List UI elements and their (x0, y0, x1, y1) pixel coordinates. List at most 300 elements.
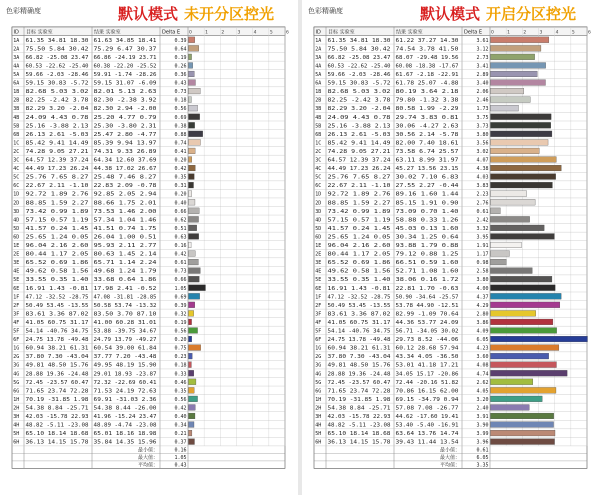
target-lab: 33.55 0.35 1.40 (327, 277, 391, 284)
delta-e-value: 1.05 (174, 285, 187, 292)
target-lab: 49.81 48.50 15.76 (327, 362, 391, 369)
delta-e-value: 0.69 (174, 114, 187, 121)
result-lab: 69.91 -31.03 2.36 (93, 396, 157, 403)
patch-id: 4B (315, 114, 322, 121)
delta-e-value: 3.99 (476, 431, 489, 438)
delta-e-bar (491, 362, 557, 368)
result-lab: 25.47 2.80 -4.77 (93, 131, 157, 138)
stat-label: 最大值： (439, 455, 460, 461)
delta-e-bar (491, 54, 535, 60)
patch-id: 6F (315, 337, 322, 344)
target-lab: 60.53 -22.62 -25.40 (25, 63, 89, 70)
patch-id: 6A (13, 80, 20, 87)
stat-label: 最小值： (137, 447, 158, 454)
delta-e-bar (189, 199, 195, 205)
delta-e-bar (189, 439, 195, 445)
delta-e-bar (189, 285, 206, 291)
target-lab: 92.72 1.89 2.76 (25, 191, 89, 198)
delta-e-bar (491, 208, 501, 214)
stat-label: 平均值： (137, 462, 158, 469)
target-lab: 36.13 14.15 15.78 (327, 439, 391, 446)
delta-e-value: 0.43 (174, 80, 187, 87)
delta-e-value: 2.46 (476, 97, 489, 104)
delta-e-bar (189, 234, 199, 240)
delta-e-bar (189, 302, 195, 308)
target-lab: 59.15 30.83 -5.72 (25, 80, 89, 87)
patch-id: 2H (13, 405, 20, 412)
patch-id: 6H (315, 439, 322, 446)
target-lab: 74.28 9.05 27.21 (327, 148, 391, 155)
patch-id: 4A (315, 63, 322, 70)
patch-id: 5F (315, 328, 322, 335)
delta-e-value: 0.16 (174, 243, 187, 249)
target-lab: 82.68 5.03 3.02 (25, 89, 89, 96)
column-header: Delta E (464, 29, 483, 36)
result-lab: 83.50 3.70 87.10 (93, 311, 157, 318)
result-lab: 73.09 0.70 1.40 (395, 208, 459, 215)
delta-e-bar (491, 157, 557, 163)
patch-id: 4C (315, 166, 322, 173)
result-lab: 82.30 2.94 -2.00 (93, 106, 157, 113)
stat-label: 最大值： (137, 455, 158, 461)
delta-e-bar (189, 216, 199, 222)
delta-e-bar (189, 379, 196, 385)
delta-e-bar (189, 328, 198, 334)
result-lab: 71.53 24.19 72.63 (93, 388, 157, 395)
delta-e-value: 0.18 (174, 362, 187, 369)
section-header: 色彩精确度 (6, 7, 41, 15)
result-lab: 38.06 0.16 1.72 (395, 277, 459, 284)
delta-e-value: 3.02 (476, 148, 489, 155)
delta-e-bar (491, 413, 554, 419)
patch-id: 5G (13, 379, 20, 386)
delta-e-value: 3.90 (476, 422, 489, 429)
result-lab: 59.91 -1.74 -28.26 (93, 72, 157, 78)
target-lab: 28.88 19.36 -24.48 (327, 371, 391, 378)
result-lab: 74.54 3.78 41.50 (395, 46, 459, 53)
patch-id: 6H (13, 439, 20, 446)
axis-tick-label: 5 (269, 30, 273, 36)
target-lab: 65.52 0.69 1.86 (327, 260, 391, 267)
patch-id: 5D (315, 225, 322, 232)
result-lab: 44.62 -17.60 19.41 (395, 414, 459, 420)
patch-id: 5B (315, 123, 322, 130)
delta-e-value: 0.88 (174, 131, 187, 138)
result-lab: 29.73 8.52 -44.06 (395, 337, 459, 344)
patch-id: 4H (13, 422, 20, 429)
patch-id: 1E (315, 243, 322, 249)
target-lab: 22.67 2.11 -1.10 (327, 183, 391, 190)
delta-e-bar (491, 225, 545, 231)
delta-e-value: 0.73 (174, 268, 187, 275)
column-header: ID (315, 29, 321, 36)
target-lab: 82.25 -2.42 3.78 (25, 97, 89, 104)
delta-e-bar (491, 37, 549, 43)
delta-e-bar (491, 328, 557, 334)
patch-id: 6A (315, 80, 322, 87)
delta-e-bar (189, 413, 195, 419)
target-lab: 60.94 38.21 61.31 (327, 345, 391, 352)
patch-id: 3B (13, 106, 20, 113)
target-lab: 33.55 0.35 1.40 (25, 277, 89, 284)
panel-default-dimming-on (302, 0, 600, 495)
patch-id: 1D (13, 191, 20, 198)
delta-e-value: 0.42 (174, 166, 187, 173)
delta-e-bar (189, 114, 200, 120)
result-lab: 50.90 -34.64 -25.57 (395, 294, 459, 301)
result-lab: 82.00 7.40 18.61 (395, 140, 459, 147)
delta-e-bar (491, 251, 510, 257)
delta-e-value: 0.66 (174, 277, 187, 284)
result-lab: 95.93 2.11 2.77 (93, 243, 157, 249)
delta-e-value: 2.42 (476, 217, 489, 224)
result-lab: 79.80 -1.32 3.38 (395, 97, 459, 104)
title-mode: 默认模式 (118, 5, 179, 23)
target-lab: 66.82 -25.08 23.47 (25, 54, 89, 61)
delta-e-value: 0.62 (174, 217, 187, 224)
target-lab: 25.16 -3.88 2.13 (327, 123, 391, 130)
delta-e-bar (189, 370, 194, 376)
patch-id: 2D (315, 200, 322, 207)
delta-e-value: 2.58 (476, 268, 489, 275)
result-lab: 60.12 28.68 57.94 (395, 345, 459, 352)
result-lab: 57.08 7.08 -26.77 (395, 405, 459, 412)
delta-e-value: 0.51 (174, 225, 187, 232)
target-lab: 60.53 -22.62 -25.40 (327, 63, 391, 70)
delta-e-value: 0.66 (174, 208, 187, 215)
delta-e-value: 3.91 (476, 414, 489, 420)
patch-id: 3G (315, 362, 322, 369)
axis-tick-label: 4 (555, 30, 559, 36)
patch-id: 5E (13, 277, 20, 284)
axis-tick-label: 5 (571, 30, 575, 36)
result-lab: 68.07 -29.48 19.56 (395, 54, 459, 61)
delta-e-value: 0.35 (174, 174, 187, 181)
delta-e-value: 3.56 (476, 140, 489, 147)
delta-e-value: 0.40 (174, 414, 187, 420)
delta-e-bar (491, 268, 533, 274)
patch-id: 6B (13, 131, 20, 138)
target-lab: 65.52 0.69 1.86 (25, 260, 89, 267)
target-lab: 64.57 12.39 37.24 (327, 157, 391, 164)
patch-id: 4F (13, 319, 20, 326)
delta-e-bar (491, 199, 536, 205)
target-lab: 48.82 -5.11 -23.08 (25, 422, 89, 429)
target-lab: 72.45 -23.57 60.47 (25, 379, 89, 386)
patch-id: 3B (315, 106, 322, 113)
target-lab: 80.44 1.17 2.05 (25, 251, 89, 258)
delta-e-value: 0.69 (174, 294, 187, 301)
patch-id: 1B (315, 89, 322, 96)
delta-e-bar (491, 311, 536, 317)
delta-e-table-left (0, 0, 298, 495)
delta-e-bar (189, 319, 192, 325)
target-lab: 75.50 5.84 30.42 (327, 46, 391, 53)
patch-id: 6C (315, 183, 322, 190)
patch-id: 3D (13, 208, 20, 215)
delta-e-bar (491, 396, 543, 402)
target-lab: 54.38 8.84 -25.71 (25, 405, 89, 412)
result-lab: 41.51 0.74 1.75 (93, 225, 157, 232)
patch-id: 2A (13, 46, 20, 53)
delta-e-value: 0.56 (174, 396, 187, 403)
delta-e-bar (491, 302, 560, 308)
delta-e-value: 2.76 (476, 200, 489, 207)
axis-tick-label: 3 (539, 30, 543, 36)
delta-e-bar (189, 148, 196, 154)
delta-e-value: 0.20 (174, 337, 187, 344)
patch-id: 4D (315, 217, 322, 224)
delta-e-value: 4.03 (476, 174, 489, 181)
delta-e-bar (189, 122, 195, 128)
result-lab: 43.34 4.05 -36.50 (395, 354, 459, 361)
result-lab: 63.64 13.76 14.74 (395, 431, 459, 438)
patch-id: 1F (315, 294, 322, 301)
patch-id: 1H (13, 396, 20, 403)
delta-e-value: 0.74 (174, 140, 187, 147)
delta-e-bar (189, 345, 201, 351)
delta-e-value: 0.63 (174, 234, 187, 241)
result-lab: 74.31 9.33 26.89 (93, 148, 157, 155)
delta-e-bar (491, 71, 538, 77)
patch-id: 5E (315, 277, 322, 284)
stat-value: 0.43 (174, 462, 187, 469)
patch-id: 5F (13, 328, 20, 335)
result-lab: 47.08 -31.81 -28.85 (93, 294, 157, 301)
delta-e-bar (189, 97, 192, 103)
delta-e-value: 0.34 (174, 422, 187, 429)
delta-e-value: 0.61 (476, 208, 489, 215)
delta-e-value: 4.23 (476, 345, 489, 352)
column-header: ID (13, 29, 19, 36)
target-lab: 96.04 2.16 2.60 (25, 243, 89, 249)
delta-e-bar (491, 80, 546, 86)
delta-e-value: 0.18 (174, 97, 187, 104)
result-lab: 61.78 25.07 -4.88 (395, 80, 459, 87)
target-lab: 71.65 23.74 72.28 (25, 388, 89, 395)
axis-tick-label: 2 (523, 30, 527, 36)
delta-e-bar (189, 191, 192, 197)
patch-id: 2C (13, 148, 20, 155)
delta-e-value: 3.20 (476, 396, 489, 403)
delta-e-value: 0.31 (174, 183, 187, 190)
target-lab: 74.28 9.05 27.21 (25, 148, 89, 155)
target-lab: 83.61 3.36 87.02 (327, 311, 391, 318)
patch-id: 1D (315, 191, 322, 198)
target-lab: 73.42 0.99 1.89 (327, 208, 391, 215)
stat-label: 最小值： (439, 447, 460, 454)
delta-e-value: 4.29 (476, 302, 489, 309)
delta-e-bar (491, 242, 522, 248)
target-lab: 54.14 -40.76 34.75 (25, 328, 89, 335)
target-lab: 42.03 -15.78 22.93 (25, 414, 89, 420)
target-lab: 25.76 7.65 8.27 (25, 174, 89, 181)
target-lab: 82.25 -2.42 3.78 (327, 97, 391, 104)
target-lab: 64.57 12.39 37.24 (25, 157, 89, 164)
axis-tick-label: 0 (189, 30, 192, 36)
target-lab: 70.19 -31.85 1.98 (327, 396, 391, 403)
patch-id: 3C (315, 157, 322, 164)
result-lab: 66.86 -24.19 23.71 (93, 54, 157, 61)
delta-e-value: 4.74 (476, 371, 489, 378)
patch-id: 6G (315, 388, 322, 395)
target-lab: 37.80 7.30 -43.04 (327, 354, 391, 361)
result-lab: 60.08 -18.38 -17.67 (395, 63, 459, 70)
delta-e-bar (491, 293, 562, 299)
delta-e-value: 4.00 (476, 285, 489, 292)
patch-id: 1E (13, 243, 20, 249)
result-lab: 59.15 31.07 -6.09 (93, 80, 157, 87)
target-lab: 50.49 53.45 -13.55 (25, 302, 89, 309)
target-lab: 82.29 3.20 -2.04 (327, 106, 391, 113)
patch-id: 4B (13, 114, 20, 121)
result-lab: 66.51 0.59 1.60 (395, 260, 459, 267)
result-lab: 44.36 53.77 24.09 (395, 319, 459, 326)
delta-e-value: 3.12 (476, 46, 489, 53)
delta-e-value: 0.38 (174, 123, 187, 130)
result-lab: 82.99 -1.09 70.64 (395, 311, 459, 318)
delta-e-bar (189, 293, 200, 299)
delta-e-value: 0.19 (174, 54, 187, 61)
delta-e-bar (491, 114, 552, 120)
delta-e-value: 3.40 (476, 80, 489, 87)
column-header: 结果 实验室 (94, 29, 121, 36)
patch-id: 3H (13, 414, 20, 420)
delta-e-bar (189, 174, 195, 180)
patch-id: 4F (315, 319, 322, 326)
target-lab: 22.67 2.11 -1.10 (25, 183, 89, 190)
delta-e-bar (189, 430, 192, 436)
target-lab: 37.80 7.30 -43.04 (25, 354, 89, 361)
delta-e-bar (189, 405, 196, 411)
delta-e-bar (491, 63, 546, 69)
delta-e-bar (491, 182, 553, 188)
patch-id: 1C (315, 140, 322, 147)
result-lab: 29.74 3.83 0.81 (395, 114, 459, 121)
target-lab: 54.38 8.84 -25.71 (327, 405, 391, 412)
patch-id: 4E (13, 268, 20, 275)
patch-id: 6C (13, 183, 20, 190)
patch-id: 3E (315, 260, 322, 267)
patch-id: 2A (315, 46, 322, 53)
delta-e-bar (491, 276, 552, 282)
target-lab: 60.94 38.21 61.31 (25, 345, 89, 352)
delta-e-value: 0.64 (174, 46, 187, 53)
delta-e-value: 4.09 (476, 328, 489, 335)
target-lab: 82.68 5.03 3.02 (327, 89, 391, 96)
result-lab: 30.56 2.14 -5.78 (395, 131, 459, 138)
patch-id: 5C (13, 174, 20, 181)
delta-e-value: 0.39 (174, 37, 187, 44)
target-lab: 82.29 3.20 -2.04 (25, 106, 89, 113)
delta-e-value: 2.73 (476, 54, 489, 61)
target-lab: 26.13 2.61 -5.03 (327, 131, 391, 138)
target-lab: 59.66 -2.03 -28.46 (327, 72, 391, 78)
delta-e-bar (491, 379, 533, 385)
result-lab: 57.34 1.04 1.46 (93, 217, 157, 224)
result-lab: 54.38 8.44 -26.00 (93, 405, 157, 412)
section-header: 色彩精确度 (308, 7, 343, 15)
result-lab: 25.20 4.77 0.79 (93, 114, 157, 121)
result-lab: 37.77 7.20 -43.48 (93, 354, 157, 361)
result-lab: 44.38 17.02 26.67 (93, 166, 157, 173)
patch-id: 1C (13, 140, 20, 147)
result-lab: 85.15 1.91 0.90 (395, 200, 459, 207)
target-lab: 41.57 0.24 1.45 (327, 225, 391, 232)
result-lab: 82.30 -2.38 3.92 (93, 97, 157, 104)
delta-e-bar (189, 259, 199, 265)
result-lab: 85.39 9.94 13.97 (93, 140, 157, 147)
delta-e-bar (189, 268, 201, 274)
result-lab: 79.12 0.88 1.25 (395, 251, 459, 258)
delta-e-value: 0.19 (174, 319, 187, 326)
patch-id: 2C (315, 148, 322, 155)
delta-e-value: 0.23 (174, 354, 187, 361)
patch-id: 2H (315, 405, 322, 412)
result-lab: 35.84 14.35 15.96 (93, 439, 157, 446)
delta-e-bar (189, 225, 197, 231)
result-lab: 93.88 1.79 0.88 (395, 243, 459, 249)
result-lab: 25.48 7.46 8.27 (93, 174, 157, 181)
target-lab: 85.42 9.41 14.49 (25, 140, 89, 147)
patch-id: 5G (315, 379, 322, 386)
target-lab: 24.09 4.43 0.78 (327, 114, 391, 121)
target-lab: 44.49 17.23 26.24 (327, 166, 391, 173)
delta-e-value: 1.73 (476, 106, 489, 113)
column-header: 目标 实验室 (26, 29, 53, 36)
delta-e-bar (491, 234, 555, 240)
target-lab: 48.82 -5.11 -23.08 (327, 422, 391, 429)
delta-e-value: 3.61 (476, 37, 489, 44)
axis-tick-label: 1 (205, 30, 209, 36)
patch-id: 3C (13, 157, 20, 164)
patch-id: 5A (315, 72, 322, 78)
stat-value: 3.35 (476, 462, 489, 469)
patch-id: 5D (13, 225, 20, 232)
delta-e-value: 0.33 (174, 371, 187, 378)
delta-e-value: 1.91 (476, 243, 489, 249)
delta-e-bar (189, 37, 195, 43)
patch-id: 6B (315, 131, 322, 138)
patch-id: 4A (13, 63, 20, 70)
column-header: 结果 实验室 (396, 29, 423, 36)
patch-id: 4E (315, 268, 322, 275)
target-lab: 26.13 2.61 -5.03 (25, 131, 89, 138)
stat-value: 0.61 (476, 447, 489, 454)
target-lab: 65.10 18.14 18.68 (25, 431, 89, 438)
target-lab: 61.35 34.81 18.30 (327, 37, 391, 44)
result-lab: 88.66 1.75 2.01 (93, 200, 157, 207)
target-lab: 41.05 60.75 31.17 (327, 319, 391, 326)
delta-e-value: 0.21 (174, 431, 187, 438)
result-lab: 33.68 0.64 1.86 (93, 277, 157, 284)
target-lab: 47.12 -32.52 -28.75 (327, 294, 391, 301)
patch-id: 2D (13, 200, 20, 207)
delta-e-bar (491, 216, 530, 222)
delta-e-value: 0.75 (174, 345, 187, 352)
stat-value: 1.05 (174, 455, 187, 461)
patch-id: 3D (315, 208, 322, 215)
target-lab: 25.65 1.24 0.05 (327, 234, 391, 241)
result-lab: 52.71 1.08 1.60 (395, 268, 459, 275)
delta-e-bar (189, 140, 201, 146)
delta-e-value: 0.32 (174, 311, 187, 318)
target-lab: 88.85 1.59 2.27 (327, 200, 391, 207)
stat-label: 平均值： (439, 462, 460, 469)
delta-e-value: 6.05 (476, 337, 489, 344)
delta-e-bar (491, 174, 556, 180)
delta-e-bar (491, 387, 556, 393)
